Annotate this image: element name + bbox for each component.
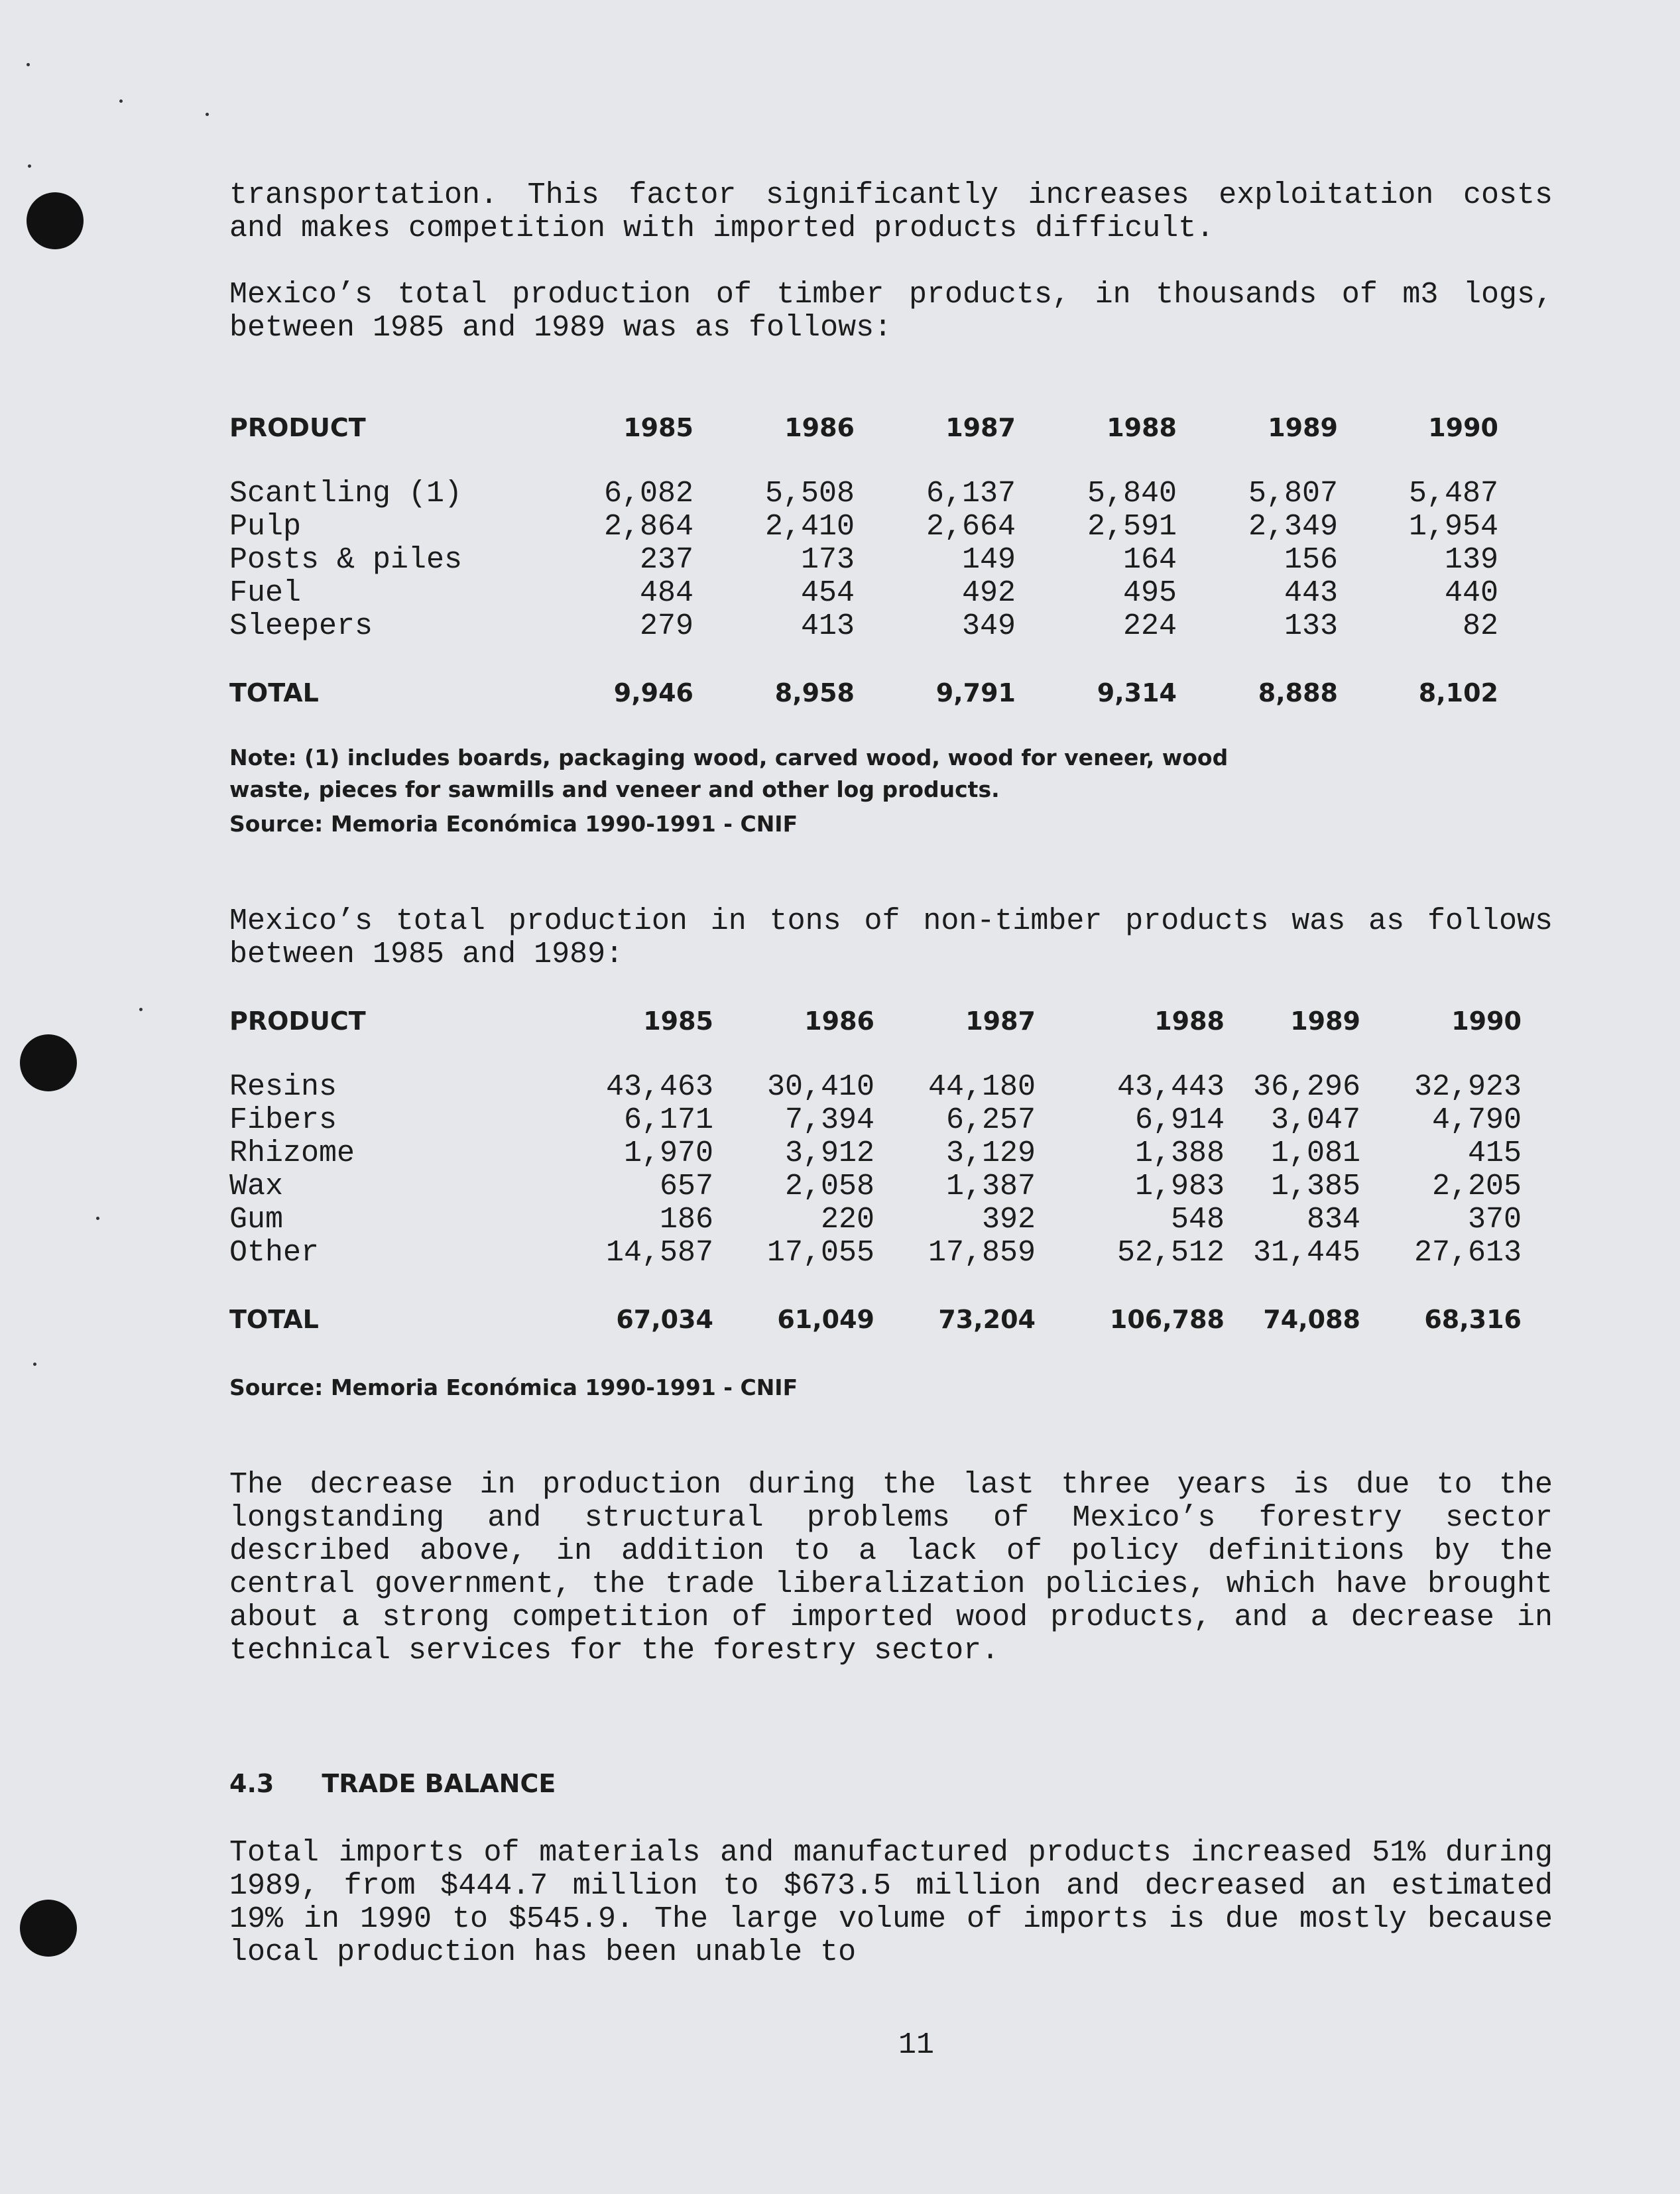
page-number: 11 — [898, 2028, 934, 2062]
header-year: 1989 — [1268, 413, 1338, 442]
table-row — [229, 1170, 1522, 1203]
cell-value: 156 — [1284, 543, 1338, 577]
total-value: 106,788 — [1109, 1305, 1225, 1334]
cell-value: 186 — [659, 1203, 713, 1237]
total-label: TOTAL — [229, 678, 319, 707]
header-year: 1990 — [1451, 1006, 1522, 1036]
table-row — [229, 1237, 1522, 1270]
cell-value: 14,587 — [605, 1236, 713, 1270]
row-label: Fuel — [229, 576, 302, 610]
cell-value: 237 — [639, 543, 693, 577]
timber-note: Note: (1) includes boards, packaging wood, carved wood, wood for veneer, wood — [229, 745, 1229, 770]
cell-value: 1,081 — [1270, 1136, 1360, 1170]
row-label: Scantling (1) — [229, 477, 463, 511]
header-year: 1986 — [784, 413, 855, 442]
punch-hole-middle — [20, 1034, 77, 1091]
row-label: Sleepers — [229, 609, 373, 643]
table-row — [229, 544, 1498, 577]
cell-value: 492 — [961, 576, 1016, 610]
scan-speck — [33, 1363, 36, 1366]
cell-value: 484 — [639, 576, 693, 610]
total-value: 9,314 — [1097, 678, 1177, 707]
cell-value: 164 — [1122, 543, 1177, 577]
cell-value: 149 — [961, 543, 1016, 577]
cell-value: 220 — [820, 1203, 874, 1237]
header-year: 1990 — [1428, 413, 1498, 442]
cell-value: 1,385 — [1270, 1170, 1360, 1203]
cell-value: 2,864 — [603, 510, 693, 544]
scan-speck — [139, 1008, 143, 1011]
timber-lead-paragraph: Mexico’s total production of timber products, in thousands of m3 logs, between 1985 and 1989 was as follows: — [229, 278, 1553, 345]
trade-paragraph: Total imports of materials and manufactured products increased 51% during 1989, from $444.7 million to $673.5 million and decreased an estimated 19% in 1990 to $545.9. The large volume of imports is due mostly because local production has been unable to — [229, 1836, 1553, 1969]
table-row — [229, 1104, 1522, 1137]
header-year: 1986 — [804, 1006, 874, 1036]
header-year: 1989 — [1290, 1006, 1360, 1036]
cell-value: 1,954 — [1408, 510, 1498, 544]
timber-note-continued: waste, pieces for sawmills and veneer and other log products. — [229, 776, 1000, 802]
decrease-paragraph: The decrease in production during the last three years is due to the longstanding and structural problems of Mexico’s forestry sector described above, in addition to a lack of policy definitions by the central government, the trade liberalization policies, which have brought about a strong competition of imported wood products, and a decrease in technical services for the forestry sector. — [229, 1468, 1553, 1668]
cell-value: 413 — [800, 609, 855, 643]
cell-value: 2,058 — [784, 1170, 874, 1203]
cell-value: 548 — [1170, 1203, 1225, 1237]
total-label: TOTAL — [229, 1305, 319, 1334]
cell-value: 224 — [1122, 609, 1177, 643]
row-label: Resins — [229, 1070, 337, 1104]
nontimber-source: Source: Memoria Económica 1990-1991 - CNIF — [229, 1374, 798, 1400]
total-value: 74,088 — [1263, 1305, 1360, 1334]
cell-value: 1,387 — [945, 1170, 1036, 1203]
section-number: 4.3 — [229, 1769, 274, 1798]
cell-value: 32,923 — [1413, 1070, 1522, 1104]
cell-value: 3,047 — [1270, 1103, 1360, 1137]
table-row — [229, 477, 1498, 511]
cell-value: 6,137 — [926, 477, 1016, 511]
nontimber-lead-paragraph: Mexico’s total production in tons of non-timber products was as follows between 1985 and 1989: — [229, 904, 1553, 971]
header-year: 1988 — [1154, 1006, 1225, 1036]
cell-value: 43,463 — [605, 1070, 713, 1104]
row-label: Fibers — [229, 1103, 337, 1137]
table-header-row — [229, 1005, 1522, 1038]
header-year: 1985 — [643, 1006, 713, 1036]
row-label: Wax — [229, 1170, 284, 1203]
cell-value: 2,349 — [1248, 510, 1338, 544]
header-product: PRODUCT — [229, 413, 366, 442]
cell-value: 2,410 — [764, 510, 855, 544]
total-value: 8,888 — [1258, 678, 1338, 707]
cell-value: 443 — [1284, 576, 1338, 610]
total-value: 67,034 — [616, 1305, 713, 1334]
cell-value: 43,443 — [1116, 1070, 1225, 1104]
timber-source: Source: Memoria Económica 1990-1991 - CNIF — [229, 811, 798, 837]
section-title: TRADE BALANCE — [322, 1769, 556, 1798]
row-label: Gum — [229, 1203, 284, 1237]
cell-value: 657 — [659, 1170, 713, 1203]
cell-value: 495 — [1122, 576, 1177, 610]
cell-value: 2,664 — [926, 510, 1016, 544]
header-year: 1988 — [1107, 413, 1177, 442]
punch-hole-bottom — [20, 1900, 77, 1957]
nontimber-production-table — [229, 1005, 1522, 1336]
cell-value: 454 — [800, 576, 855, 610]
table-total-row — [229, 676, 1498, 709]
cell-value: 3,912 — [784, 1136, 874, 1170]
row-label: Pulp — [229, 510, 302, 544]
cell-value: 5,840 — [1087, 477, 1177, 511]
cell-value: 1,388 — [1134, 1136, 1225, 1170]
cell-value: 139 — [1444, 543, 1498, 577]
cell-value: 17,055 — [766, 1236, 874, 1270]
total-value: 73,204 — [938, 1305, 1036, 1334]
header-year: 1985 — [623, 413, 693, 442]
cell-value: 5,487 — [1408, 477, 1498, 511]
cell-value: 36,296 — [1252, 1070, 1360, 1104]
cell-value: 392 — [981, 1203, 1036, 1237]
cell-value: 5,807 — [1248, 477, 1338, 511]
cell-value: 27,613 — [1413, 1236, 1522, 1270]
cell-value: 3,129 — [945, 1136, 1036, 1170]
scan-speck — [119, 99, 123, 103]
cell-value: 31,445 — [1252, 1236, 1360, 1270]
cell-value: 1,970 — [623, 1136, 713, 1170]
cell-value: 82 — [1462, 609, 1498, 643]
cell-value: 5,508 — [764, 477, 855, 511]
header-product: PRODUCT — [229, 1006, 366, 1036]
cell-value: 44,180 — [928, 1070, 1036, 1104]
cell-value: 6,257 — [945, 1103, 1036, 1137]
row-label: Posts & piles — [229, 543, 463, 577]
table-row — [229, 577, 1498, 610]
total-value: 8,102 — [1418, 678, 1498, 707]
timber-production-table — [229, 411, 1498, 709]
punch-hole-top — [27, 192, 84, 249]
cell-value: 7,394 — [784, 1103, 874, 1137]
cell-value: 30,410 — [766, 1070, 874, 1104]
header-year: 1987 — [965, 1006, 1036, 1036]
table-row — [229, 1071, 1522, 1104]
table-row — [229, 610, 1498, 643]
cell-value: 4,790 — [1431, 1103, 1522, 1137]
section-heading — [229, 1769, 556, 1798]
table-row — [229, 1137, 1522, 1170]
table-row — [229, 1203, 1522, 1237]
total-value: 9,791 — [935, 678, 1016, 707]
cell-value: 415 — [1467, 1136, 1522, 1170]
intro-paragraph: transportation. This factor significantly increases exploitation costs and makes competition with imported products difficult. — [229, 178, 1553, 245]
total-value: 68,316 — [1424, 1305, 1522, 1334]
row-label: Rhizome — [229, 1136, 355, 1170]
scan-speck — [96, 1217, 99, 1220]
cell-value: 133 — [1284, 609, 1338, 643]
cell-value: 279 — [639, 609, 693, 643]
scan-speck — [206, 113, 209, 116]
total-value: 9,946 — [613, 678, 693, 707]
cell-value: 440 — [1444, 576, 1498, 610]
table-row — [229, 511, 1498, 544]
cell-value: 370 — [1467, 1203, 1522, 1237]
cell-value: 6,171 — [623, 1103, 713, 1137]
cell-value: 1,983 — [1134, 1170, 1225, 1203]
table-header-row — [229, 411, 1498, 444]
total-value: 8,958 — [774, 678, 855, 707]
cell-value: 349 — [961, 609, 1016, 643]
table-total-row — [229, 1303, 1522, 1336]
cell-value: 52,512 — [1116, 1236, 1225, 1270]
row-label: Other — [229, 1236, 320, 1270]
scan-speck — [28, 164, 31, 168]
cell-value: 6,082 — [603, 477, 693, 511]
cell-value: 2,591 — [1087, 510, 1177, 544]
cell-value: 173 — [800, 543, 855, 577]
scan-speck — [27, 63, 30, 66]
cell-value: 834 — [1306, 1203, 1360, 1237]
total-value: 61,049 — [777, 1305, 874, 1334]
cell-value: 2,205 — [1431, 1170, 1522, 1203]
cell-value: 6,914 — [1134, 1103, 1225, 1137]
header-year: 1987 — [945, 413, 1016, 442]
cell-value: 17,859 — [928, 1236, 1036, 1270]
